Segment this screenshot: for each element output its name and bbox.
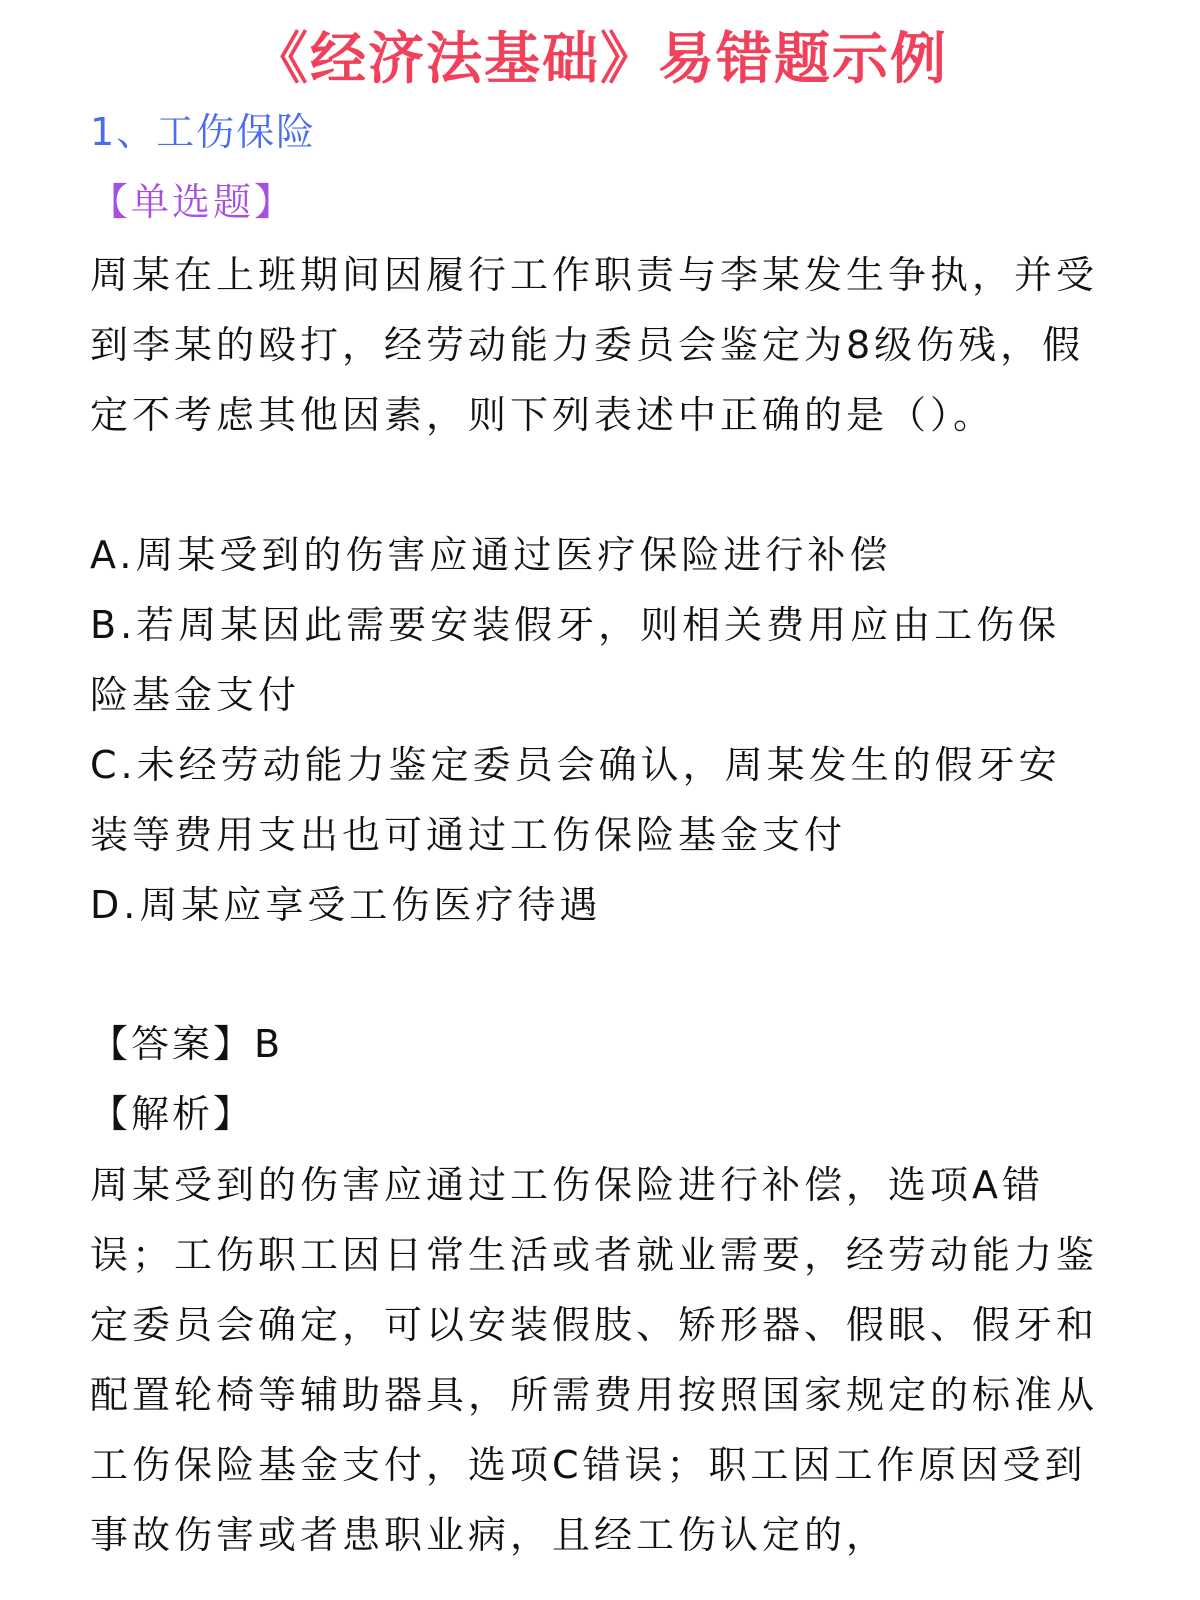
analysis-label: 【解析】 <box>90 1092 255 1136</box>
analysis-text: 周某受到的伤害应通过工伤保险进行补偿，选项A错误；工伤职工因日常生活或者就业需要，经劳动能力鉴定委员会确定，可以安装假肢、矫形器、假眼、假牙和配置轮椅等辅助器具，所需费用按照国家规定的标准从工伤保险基金支付，选项C错误；职工因工作原因受到事故伤害或者患职业病，且经工伤认定的， <box>90 1163 1099 1557</box>
options-list <box>90 520 1100 940</box>
option-c: C.未经劳动能力鉴定委员会确认，周某发生的假牙安装等费用支出也可通过工伤保险基金支付 <box>90 743 1061 857</box>
answer-line: 【答案】B <box>90 1022 284 1066</box>
option-b: B.若周某因此需要安装假牙，则相关费用应由工伤保险基金支付 <box>90 603 1061 717</box>
page-title: 《经济法基础》易错题示例 <box>252 27 948 92</box>
question-type-label: 【单选题】 <box>90 180 296 224</box>
question-text: 周某在上班期间因履行工作职责与李某发生争执，并受到李某的殴打，经劳动能力委员会鉴定为8级伤残，假定不考虑其他因素，则下列表述中正确的是（）。 <box>90 253 1099 437</box>
option-a: A.周某受到的伤害应通过医疗保险进行补偿 <box>90 533 892 577</box>
section-heading: 1、工伤保险 <box>90 110 317 154</box>
option-d: D.周某应享受工伤医疗待遇 <box>90 883 602 927</box>
